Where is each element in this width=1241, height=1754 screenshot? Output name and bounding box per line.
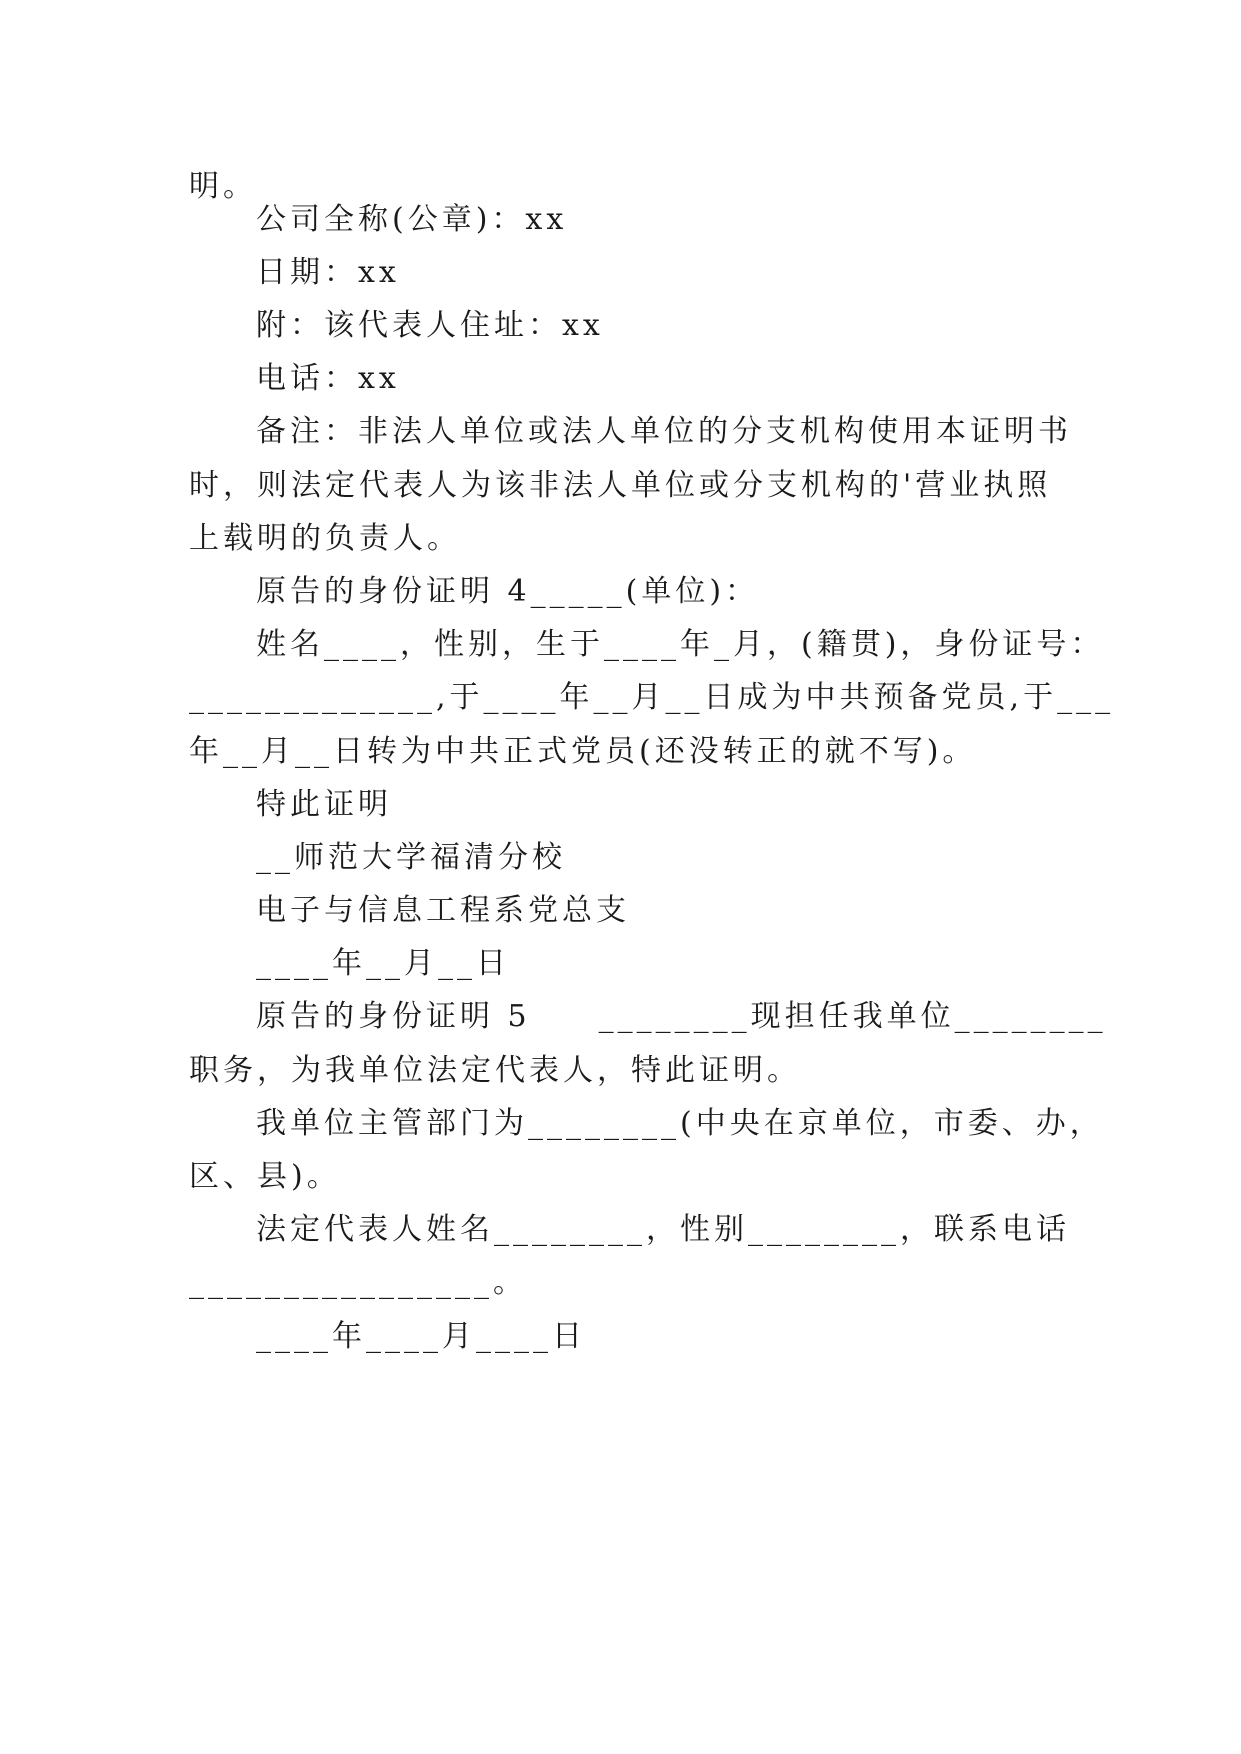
text-line-12: 年__月__日转为中共正式党员(还没转正的就不写)。 <box>189 734 977 769</box>
text-line-23: ____年____月____日 <box>256 1319 586 1354</box>
text-line-19: 我单位主管部门为________(中央在京单位，市委、办， <box>256 1106 1104 1141</box>
text-line-9: 原告的身份证明 4_____(单位)： <box>256 574 760 609</box>
text-line-6: 备注：非法人单位或法人单位的分支机构使用本证明书 <box>256 414 1072 449</box>
text-line-14: __师范大学福清分校 <box>256 840 566 875</box>
text-line-4: 附：该代表人住址：xx <box>256 308 604 343</box>
text-line-13: 特此证明 <box>256 787 392 822</box>
text-line-11: _____________,于____年__月__日成为中共预备党员,于___ <box>189 680 1115 715</box>
text-line-10: 姓名____，性别，生于____年_月，(籍贯)，身份证号： <box>256 627 1105 662</box>
text-line-7: 时，则法定代表人为该非法人单位或分支机构的'营业执照 <box>189 468 1052 503</box>
text-line-17: 原告的身份证明 5 ________现担任我单位________ <box>256 999 1107 1034</box>
text-line-8: 上载明的负责人。 <box>189 521 461 556</box>
text-line-16: ____年__月__日 <box>256 946 510 981</box>
text-line-18: 职务，为我单位法定代表人，特此证明。 <box>189 1053 801 1088</box>
text-line-22: ________________。 <box>189 1265 527 1300</box>
text-line-2: 公司全称(公章)：xx <box>256 202 568 237</box>
text-line-3: 日期：xx <box>256 255 400 290</box>
text-line-20: 区、县)。 <box>189 1159 341 1194</box>
text-line-1: 明。 <box>189 169 257 204</box>
text-line-15: 电子与信息工程系党总支 <box>256 893 630 928</box>
text-line-5: 电话：xx <box>256 361 400 396</box>
text-line-21: 法定代表人姓名________，性别________，联系电话 <box>256 1212 1070 1247</box>
